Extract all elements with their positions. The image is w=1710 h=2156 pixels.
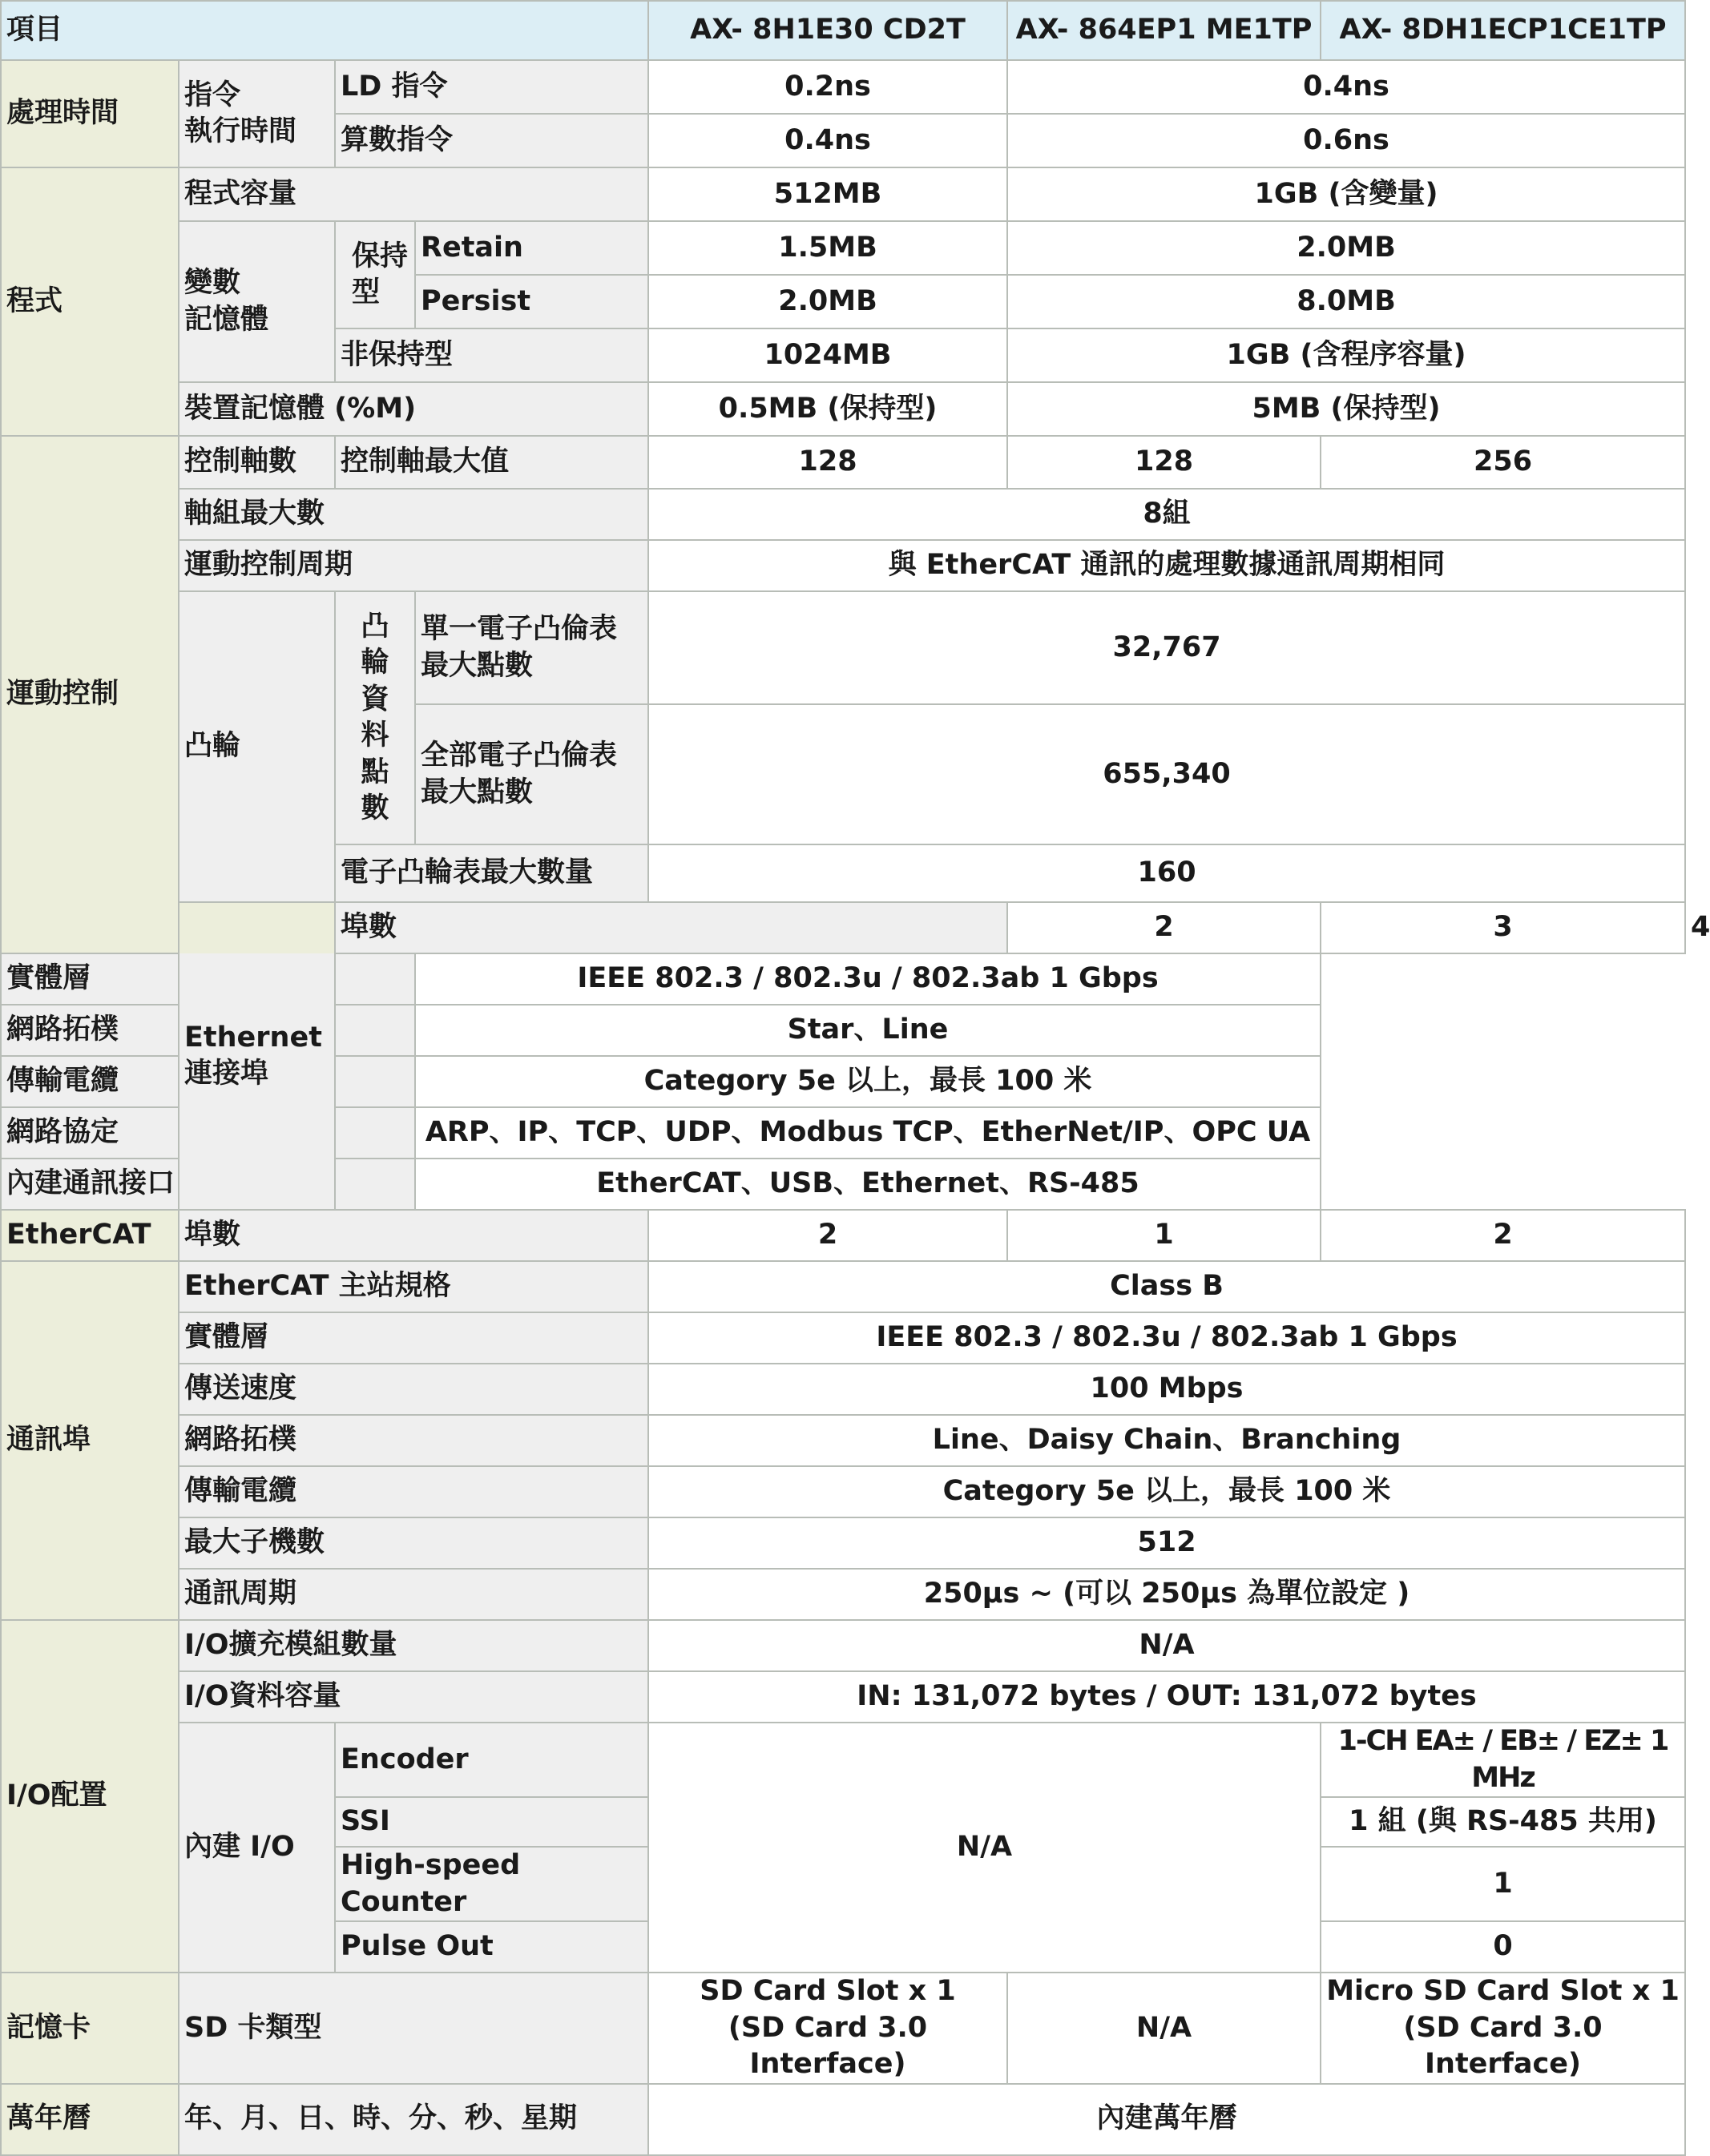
label-device-memory: 裝置記憶體 (%M) (179, 382, 648, 436)
label-non-retentive: 非保持型 (335, 328, 648, 382)
value-sd-type-b: N/A (1007, 1973, 1321, 2084)
row-memory-card (1, 1973, 1685, 2084)
value-arith-a: 0.4ns (648, 114, 1007, 167)
label-cam: 凸輪 (179, 591, 335, 902)
label-io-capacity: I/O資料容量 (179, 1671, 648, 1723)
value-hsc-c: 1 (1321, 1847, 1685, 1921)
row-ecat-cable (1, 1466, 1685, 1517)
label-single-cam-max: 單一電子凸倫表 最大點數 (415, 591, 648, 704)
value-motion-cycle: 與 EtherCAT 通訊的處理數據通訊周期相同 (648, 540, 1685, 591)
label-eth-cable: 傳輸電纜 (1, 1056, 415, 1107)
value-retain-a: 1.5MB (648, 221, 1007, 275)
label-ecat-cable: 傳輸電纜 (179, 1466, 648, 1517)
label-ecat-cycle: 通訊周期 (179, 1569, 648, 1620)
label-eth-protocol: 網路協定 (1, 1107, 415, 1159)
header-model-b: AX- 864EP1 ME1TP (1007, 1, 1321, 60)
category-ethernet: Ethernet 連接埠 (179, 902, 335, 1210)
value-ecat-ports-c: 2 (1321, 1210, 1685, 1261)
label-control-axes-max: 控制軸最大值 (335, 436, 648, 489)
value-retain-bc: 2.0MB (1007, 221, 1685, 275)
row-motion-cycle (1, 540, 1685, 591)
label-retain: Retain (415, 221, 648, 275)
row-eth-builtin (1, 1159, 1685, 1210)
category-program: 程式 (1, 167, 179, 436)
value-persist-bc: 8.0MB (1007, 275, 1685, 328)
value-eth-protocol: ARP、IP、TCP、UDP、Modbus TCP、EtherNet/IP、OPC UA (415, 1107, 1321, 1159)
category-calendar: 萬年曆 (1, 2084, 179, 2155)
value-ecat-ports-a: 2 (648, 1210, 1007, 1261)
label-program-capacity: 程式容量 (179, 167, 648, 221)
value-axes-b: 128 (1007, 436, 1321, 489)
label-builtin-io: 內建 I/O (179, 1723, 335, 1973)
header-model-c: AX- 8DH1ECP1CE1TP (1321, 1, 1685, 60)
value-cam-tables-max: 160 (648, 844, 1685, 902)
row-program-capacity (1, 167, 1685, 221)
value-persist-a: 2.0MB (648, 275, 1007, 328)
value-arith-bc: 0.6ns (1007, 114, 1685, 167)
row-eth-ports: Ethernet 連接埠 埠數 2 3 4 (1, 902, 1685, 953)
label-axis-groups: 軸組最大數 (179, 489, 648, 540)
category-motion-control: 運動控制 (1, 436, 179, 953)
category-ethercat: EtherCAT (1, 1210, 179, 1261)
value-sd-type-c: Micro SD Card Slot x 1 (SD Card 3.0 Interface) (1321, 1973, 1685, 2084)
value-pulse-c: 0 (1321, 1921, 1685, 1973)
value-eth-ports-a: 2 (1007, 902, 1321, 953)
row-ethercat-ports (1, 1210, 1685, 1261)
label-ecat-master: EtherCAT 主站規格 (179, 1261, 648, 1312)
value-encoder-c: 1-CH EA± / EB± / EZ± 1 MHz (1321, 1723, 1685, 1797)
value-nonret-bc: 1GB (含程序容量) (1007, 328, 1685, 382)
value-device-mem-a: 0.5MB (保持型) (648, 382, 1007, 436)
row-ecat-phy (1, 1312, 1685, 1364)
label-ecat-topology: 網路拓樸 (179, 1415, 648, 1466)
label-variable-memory: 變數 記憶體 (179, 221, 335, 382)
category-processing: 處理時間 (1, 60, 179, 167)
value-sd-type-a: SD Card Slot x 1 (SD Card 3.0 Interface) (648, 1973, 1007, 2084)
value-ecat-speed: 100 Mbps (648, 1364, 1685, 1415)
value-ssi-c: 1 組 (與 RS-485 共用) (1321, 1797, 1685, 1847)
label-motion-cycle: 運動控制周期 (179, 540, 648, 591)
label-io-expansion: I/O擴充模組數量 (179, 1620, 648, 1671)
label-eth-phy: 實體層 (1, 953, 415, 1005)
category-io: I/O配置 (1, 1620, 179, 1973)
header-row (1, 1, 1685, 60)
label-arith-instruction: 算數指令 (335, 114, 648, 167)
value-eth-ports-b: 3 (1321, 902, 1685, 953)
value-eth-builtin-interface: EtherCAT、USB、Ethernet、RS-485 (415, 1159, 1321, 1210)
value-ecat-cycle: 250μs ~ (可以 250μs 為單位設定 ) (648, 1569, 1685, 1620)
row-ecat-speed (1, 1364, 1685, 1415)
row-retain (1, 221, 1685, 275)
value-nonret-a: 1024MB (648, 328, 1007, 382)
value-ld-a: 0.2ns (648, 60, 1007, 114)
row-axis-groups (1, 489, 1685, 540)
header-item-label: 項目 (1, 1, 648, 60)
label-eth-ports: 埠數 (335, 902, 1007, 953)
row-calendar (1, 2084, 1685, 2155)
value-ld-bc: 0.4ns (1007, 60, 1685, 114)
label-high-speed-counter: High-speed Counter (335, 1847, 648, 1921)
row-eth-phy (1, 953, 1685, 1005)
value-capacity-bc: 1GB (含變量) (1007, 167, 1685, 221)
value-capacity-a: 512MB (648, 167, 1007, 221)
row-ecat-slaves (1, 1517, 1685, 1569)
label-eth-topology: 網路拓樸 (1, 1005, 415, 1056)
value-ecat-max-slaves: 512 (648, 1517, 1685, 1569)
value-ecat-topology: Line、Daisy Chain、Branching (648, 1415, 1685, 1466)
header-model-a: AX- 8H1E30 CD2T (648, 1, 1007, 60)
label-calendar-fields: 年、月、日、時、分、秒、星期 (179, 2084, 648, 2155)
label-cam-data-points: 凸 輪 資 料 點 數 (335, 591, 415, 844)
label-ecat-max-slaves: 最大子機數 (179, 1517, 648, 1569)
value-eth-topology: Star、Line (415, 1005, 1321, 1056)
value-builtin-io-ab: N/A (648, 1723, 1321, 1973)
label-ssi: SSI (335, 1797, 648, 1847)
label-encoder: Encoder (335, 1723, 648, 1797)
row-io-capacity (1, 1671, 1685, 1723)
row-device-memory (1, 382, 1685, 436)
value-single-cam-max: 32,767 (648, 591, 1685, 704)
row-eth-protocol (1, 1107, 1685, 1159)
category-comm-port: 通訊埠 (1, 1261, 179, 1620)
label-pulse-out: Pulse Out (335, 1921, 648, 1973)
row-ecat-master (1, 1261, 1685, 1312)
value-axis-groups: 8組 (648, 489, 1685, 540)
label-retentive: 保持型 (335, 221, 415, 328)
row-ecat-topology (1, 1415, 1685, 1466)
value-axes-a: 128 (648, 436, 1007, 489)
value-eth-cable: Category 5e 以上，最長 100 米 (415, 1056, 1321, 1107)
label-cam-tables-max: 電子凸輪表最大數量 (335, 844, 648, 902)
value-ecat-phy: IEEE 802.3 / 802.3u / 802.3ab 1 Gbps (648, 1312, 1685, 1364)
label-sd-type: SD 卡類型 (179, 1973, 648, 2084)
value-calendar: 內建萬年曆 (648, 2084, 1685, 2155)
row-control-axes (1, 436, 1685, 489)
row-single-cam (1, 591, 1685, 704)
label-control-axes: 控制軸數 (179, 436, 335, 489)
value-device-mem-bc: 5MB (保持型) (1007, 382, 1685, 436)
category-memory-card: 記憶卡 (1, 1973, 179, 2084)
label-ecat-ports: 埠數 (179, 1210, 648, 1261)
value-ecat-ports-b: 1 (1007, 1210, 1321, 1261)
label-eth-builtin-interface: 內建通訊接口 (1, 1159, 415, 1210)
value-axes-c: 256 (1321, 436, 1685, 489)
value-all-cam-max: 655,340 (648, 704, 1685, 844)
value-eth-phy: IEEE 802.3 / 802.3u / 802.3ab 1 Gbps (415, 953, 1321, 1005)
label-ecat-phy: 實體層 (179, 1312, 648, 1364)
label-persist: Persist (415, 275, 648, 328)
value-ecat-cable: Category 5e 以上，最長 100 米 (648, 1466, 1685, 1517)
row-ecat-cycle (1, 1569, 1685, 1620)
row-io-encoder (1, 1723, 1685, 1797)
row-ld-instruction (1, 60, 1685, 114)
label-all-cam-max: 全部電子凸倫表 最大點數 (415, 704, 648, 844)
row-io-expansion (1, 1620, 1685, 1671)
label-ecat-speed: 傳送速度 (179, 1364, 648, 1415)
value-io-capacity: IN: 131,072 bytes / OUT: 131,072 bytes (648, 1671, 1685, 1723)
value-ecat-master: Class B (648, 1261, 1685, 1312)
label-instr-exec-time: 指令 執行時間 (179, 60, 335, 167)
value-io-expansion: N/A (648, 1620, 1685, 1671)
label-ld-instruction: LD 指令 (335, 60, 648, 114)
